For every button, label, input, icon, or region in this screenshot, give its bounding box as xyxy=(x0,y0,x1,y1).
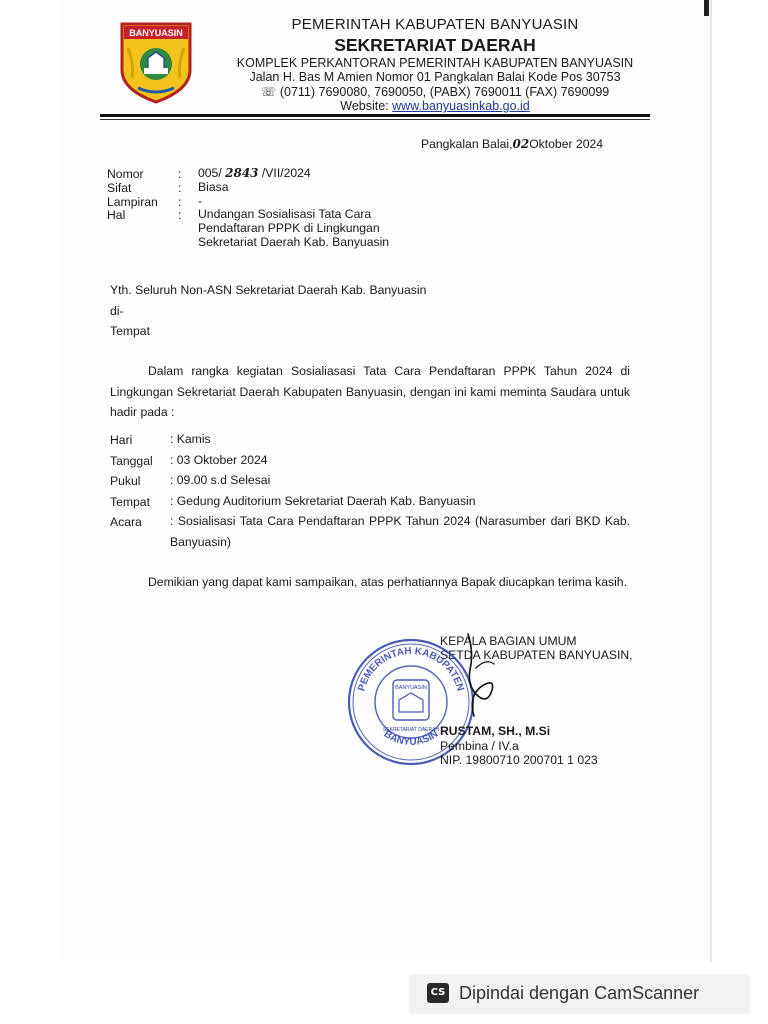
letterhead-address: Jalan H. Bas M Amien Nomor 01 Pangkalan Balai Kode Pos 30753 xyxy=(249,70,621,84)
handwritten-signature xyxy=(440,628,520,728)
lampiran-value: - xyxy=(198,194,203,208)
detail-value-tempat: : Gedung Auditorium Sekretariat Daerah Kab. Banyuasin xyxy=(170,494,476,508)
hal-label: Hal xyxy=(107,208,126,222)
detail-label-pukul: Pukul xyxy=(110,474,141,488)
signer-nip: NIP. 19800710 200701 1 023 xyxy=(440,753,598,767)
place: Pangkalan Balai, xyxy=(421,137,513,151)
lampiran-colon: : xyxy=(178,195,182,209)
sifat-colon: : xyxy=(178,181,182,195)
letterhead-complex: KOMPLEK PERKANTORAN PEMERINTAH KABUPATEN BANYUASIN xyxy=(236,56,634,70)
letterhead-phone: ☏ (0711) 7690080, 7690050, (PABX) 7690011 (FAX) 7690099 xyxy=(260,85,610,99)
detail-value-tanggal: : 03 Oktober 2024 xyxy=(170,453,268,467)
letterhead-website-line xyxy=(200,99,670,113)
stamp-badge-text: BANYUASIN xyxy=(395,685,427,691)
camscanner-badge xyxy=(409,974,750,1014)
camscanner-text: Dipindai dengan CamScanner xyxy=(459,983,700,1003)
detail-value-hari: : Kamis xyxy=(170,432,211,446)
detail-value-pukul: : 09.00 s.d Selesai xyxy=(170,473,271,487)
month-year: Oktober 2024 xyxy=(529,137,604,151)
intro-paragraph: Dalam rangka kegiatan Sosialiasasi Tata Cara Pendaftaran PPPK Tahun 2024 di Lingkungan Sekretariat Daerah Kabupaten Banyuasin, dengan ini kami meminta Saudara untuk hadir pada : xyxy=(110,364,630,419)
letterhead-rule-thick xyxy=(100,114,650,117)
signer-name: RUSTAM, SH., M.Si xyxy=(440,724,551,738)
signer-rank: Pembina / IV.a xyxy=(440,739,519,753)
letterhead-office: SEKRETARIAT DAERAH xyxy=(334,35,536,55)
nomor-colon: : xyxy=(178,167,182,181)
letterhead-rule-thin xyxy=(100,119,650,120)
stamp-inner-text: SEKRETARIAT DAERAH xyxy=(382,727,440,733)
detail-label-acara: Acara xyxy=(110,515,142,529)
nomor-value xyxy=(198,166,311,180)
detail-value-acara: : Sosialisasi Tata Cara Pendaftaran PPPK Tahun 2024 (Narasumber dari BKD Kab. Banyuasin) xyxy=(170,514,630,549)
detail-label-tanggal: Tanggal xyxy=(110,454,153,468)
nomor-handwritten: 2843 xyxy=(225,166,259,180)
nomor-label: Nomor xyxy=(107,167,144,181)
handwritten-day: 02 xyxy=(512,137,530,151)
nomor-suffix: /VII/2024 xyxy=(261,166,311,180)
detail-label-hari: Hari xyxy=(110,433,133,447)
stamp-top-text: PEMERINTAH KABUPATEN xyxy=(356,645,466,693)
hal-line-1: Undangan Sosialisasi Tata Cara xyxy=(198,207,372,221)
scan-edge-mark xyxy=(704,0,709,16)
website-link[interactable]: www.banyuasinkab.go.id xyxy=(392,99,530,113)
closing-sentence: Demikian yang dapat kami sampaikan, atas perhatiannya Bapak diucapkan terima kasih. xyxy=(148,575,627,589)
recipient-di: di- xyxy=(110,304,124,318)
stamp-bottom-text: BANYUASIN xyxy=(381,728,441,749)
lampiran-label: Lampiran xyxy=(107,195,158,209)
nomor-prefix: 005/ xyxy=(198,166,222,180)
sifat-label: Sifat xyxy=(107,181,132,195)
hal-line-2: Pendaftaran PPPK di Lingkungan xyxy=(198,221,380,235)
camscanner-icon: CS xyxy=(427,983,449,1003)
place-date xyxy=(421,137,603,151)
logo-text: BANYUASIN xyxy=(129,28,183,38)
recipient-line: Yth. Seluruh Non-ASN Sekretariat Daerah Kab. Banyuasin xyxy=(110,283,427,297)
recipient-place: Tempat xyxy=(110,324,150,338)
banyuasin-logo xyxy=(118,20,194,104)
detail-label-tempat: Tempat xyxy=(110,495,150,509)
signer-title-1: KEPALA BAGIAN UMUM xyxy=(440,634,577,648)
letterhead-government: PEMERINTAH KABUPATEN BANYUASIN xyxy=(291,16,579,33)
website-label: Website: xyxy=(340,99,389,113)
sifat-value: Biasa xyxy=(198,180,229,194)
hal-colon: : xyxy=(178,208,182,222)
hal-line-3: Sekretariat Daerah Kab. Banyuasin xyxy=(198,235,390,249)
signer-title-2: SETDA KABUPATEN BANYUASIN, xyxy=(440,648,633,662)
